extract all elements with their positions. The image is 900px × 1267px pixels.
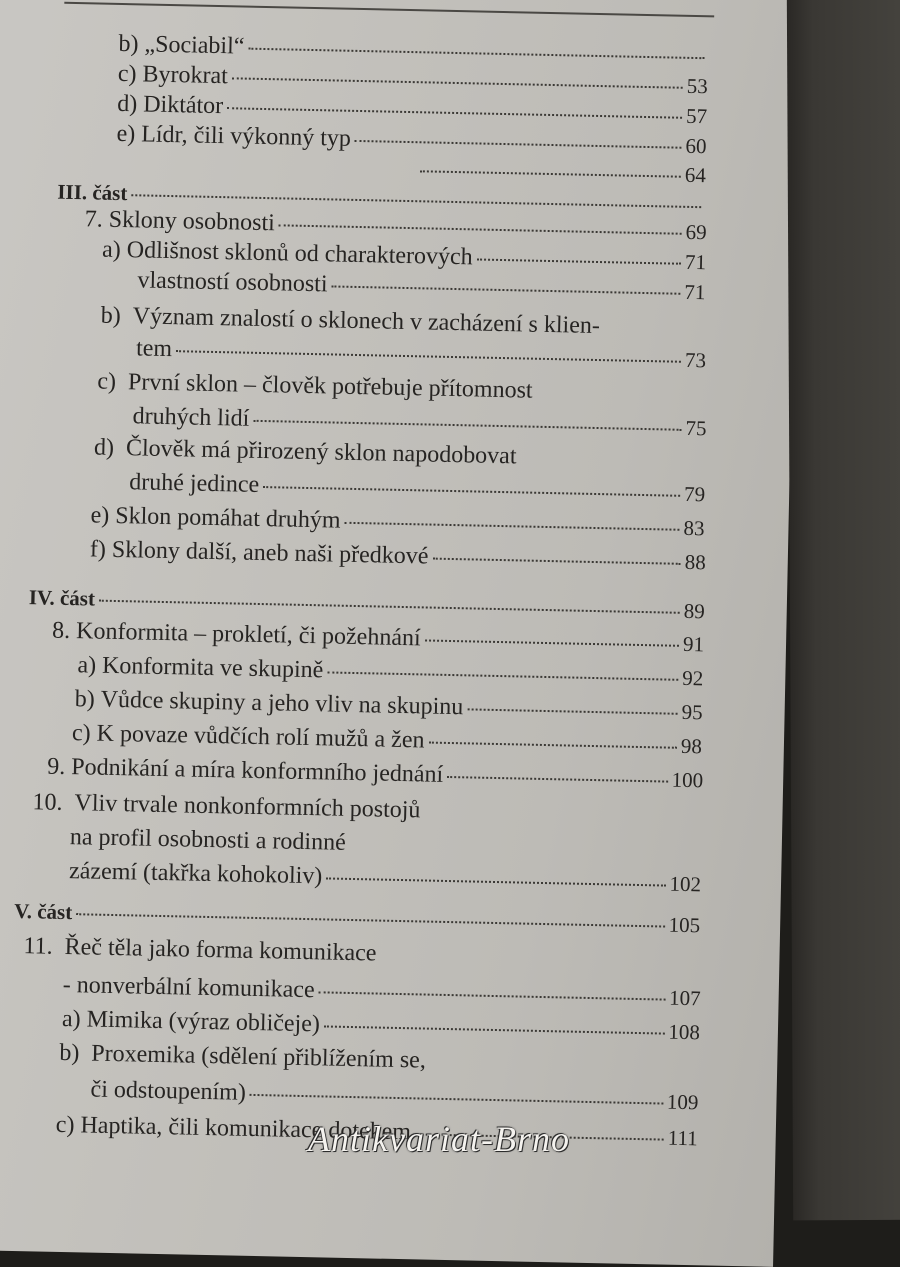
toc-entry-vyznam (100, 303, 600, 340)
toc-entry-clovek (94, 434, 517, 470)
entry-page: 64 (684, 162, 707, 188)
leader-dots (355, 140, 682, 149)
entry-marker: b) (59, 1039, 80, 1067)
entry-page: 57 (685, 103, 708, 129)
toc-entry-prvni-sklon (97, 369, 533, 405)
entry-title: Vůdce skupiny a jeho vliv na skupinu (100, 686, 464, 721)
entry-marker: e) (116, 120, 136, 148)
entry-title: Vliv trvale nonkonformních postojů (74, 790, 421, 824)
toc-entry-vudce-skupiny (74, 686, 702, 726)
entry-title: První sklon – člověk potřebuje přítomnost (127, 369, 533, 404)
toc-entry-k-povaze (72, 720, 702, 760)
toc-entry-clovek-cont (123, 469, 705, 508)
entry-title: Člověk má přirozený sklon napodobovat (125, 435, 517, 470)
entry-title: Sklony další, aneb naši předkové (111, 536, 429, 570)
toc-chapter-10 (32, 789, 420, 824)
entry-marker: d) (116, 90, 138, 118)
leader-dots (99, 600, 680, 614)
toc-entry-sklony-dalsi (90, 536, 706, 576)
leader-dots (319, 991, 666, 1000)
toc-entry-sklon-pomahat (90, 502, 704, 542)
entry-title: Sklony osobnosti (108, 206, 276, 237)
watermark: Antikvariat-Brno (308, 1119, 570, 1159)
entry-title: vlastností osobnosti (137, 267, 328, 298)
page-edge-shadow (787, 0, 900, 1220)
entry-title: Sklon pomáhat druhým (114, 502, 341, 534)
leader-dots (250, 1094, 663, 1105)
entry-page: 75 (685, 415, 707, 441)
toc-entry-continuation (416, 157, 706, 188)
entry-title: Odlišnost sklonů od charakterových (126, 237, 473, 271)
leader-dots (331, 285, 680, 294)
entry-marker: f) (89, 536, 107, 563)
part-title: IV. část (28, 585, 96, 611)
entry-page: 79 (683, 481, 706, 507)
entry-marker: c) (55, 1111, 75, 1139)
entry-marker: c) (97, 368, 117, 395)
leader-dots (324, 1025, 665, 1034)
leader-dots (428, 742, 676, 749)
toc-chapter-10-cont (70, 824, 346, 857)
entry-page: 105 (668, 912, 701, 938)
toc-chapter-8 (52, 618, 704, 659)
entry-title: K povaze vůdčích rolí mužů a žen (96, 720, 425, 754)
toc-entry-vyznam-cont (130, 335, 706, 374)
chapter-number: 7. (84, 206, 104, 233)
chapter-number: 11. (23, 933, 53, 960)
entry-marker: a) (101, 236, 122, 264)
entry-marker: c) (117, 60, 137, 88)
entry-title: na profil osobnosti a rodinné (69, 824, 347, 856)
entry-title: či odstoupením) (90, 1076, 247, 1106)
leader-dots (253, 420, 681, 431)
entry-page: 71 (684, 249, 707, 275)
entry-title: Konformita ve skupině (101, 652, 324, 684)
entry-title: „Sociabil“ (144, 31, 245, 60)
toc-chapter-11-cont (62, 972, 700, 1012)
chapter-number: 9. (47, 753, 66, 780)
leader-dots (232, 77, 683, 88)
entry-page: 102 (669, 871, 702, 897)
chapter-number: 8. (51, 617, 71, 645)
entry-title: Význam znalostí o sklonech v zacházení s klien- (132, 303, 601, 340)
entry-title: druhých lidí (132, 403, 250, 432)
leader-dots (420, 170, 681, 177)
leader-dots (425, 639, 679, 646)
entry-title: - nonverbální komunikace (62, 971, 315, 1004)
entry-marker: c) (71, 720, 91, 747)
toc-entry-konformita-skupine (77, 652, 703, 692)
leader-dots (477, 258, 681, 264)
leader-dots (467, 708, 677, 714)
entry-page: 107 (668, 985, 701, 1011)
entry-title: Proxemika (sdělení přiblížením se, (91, 1040, 427, 1074)
entry-title: Diktátor (142, 91, 224, 120)
entry-title: Haptika, čili komunikace dotekem (80, 1112, 412, 1146)
entry-marker: d) (93, 434, 115, 461)
entry-page: 100 (671, 767, 704, 793)
entry-title: druhé jedince (129, 469, 260, 498)
toc-entry-mimika (62, 1006, 700, 1046)
entry-marker: b) (100, 302, 122, 330)
leader-dots (344, 522, 679, 531)
entry-page: 91 (682, 631, 705, 657)
entry-marker: e) (90, 502, 110, 529)
entry-page: 73 (684, 347, 707, 373)
toc-chapter-11 (23, 933, 376, 967)
entry-page: 60 (685, 133, 707, 159)
entry-title: Konformita – prokletí, či požehnání (75, 618, 421, 652)
leader-dots (131, 194, 701, 208)
entry-page: 98 (680, 733, 703, 759)
entry-marker: b) (74, 686, 96, 713)
chapter-number: 10. (32, 789, 63, 816)
part-title: III. část (57, 179, 128, 206)
leader-dots (176, 350, 681, 363)
entry-marker: a) (61, 1005, 81, 1033)
entry-title: Podnikání a míra konformního jednání (71, 754, 444, 788)
entry-page: 111 (667, 1125, 698, 1151)
leader-dots (432, 558, 680, 565)
entry-title: Byrokrat (142, 61, 229, 90)
header-rule (64, 2, 714, 17)
entry-title: Mimika (výraz obličeje) (86, 1006, 321, 1038)
toc-entry-proxemika (59, 1040, 426, 1075)
entry-page: 109 (666, 1089, 699, 1115)
part-title: V. část (14, 898, 73, 925)
leader-dots (326, 877, 665, 886)
entry-page: 95 (681, 699, 703, 725)
entry-page: 71 (684, 279, 706, 305)
entry-page: 88 (684, 549, 707, 575)
toc-chapter-9 (47, 754, 703, 795)
entry-title: Řeč těla jako forma komunikace (64, 933, 377, 967)
entry-page: 108 (668, 1019, 701, 1045)
toc-part-five (14, 899, 700, 938)
entry-page: 92 (682, 665, 704, 691)
leader-dots (248, 48, 704, 60)
leader-dots (279, 224, 682, 234)
toc-chapter-10-cont2 (69, 858, 701, 898)
leader-dots (447, 776, 668, 783)
entry-title: zázemí (takřka kohokoliv) (68, 858, 323, 890)
entry-marker: b) (118, 30, 139, 58)
leader-dots (263, 486, 680, 497)
leader-dots (227, 107, 682, 119)
entry-page: 83 (683, 515, 705, 541)
toc-entry-proxemika-cont (90, 1077, 698, 1117)
entry-title: tem (135, 335, 173, 363)
entry-page: 69 (685, 219, 707, 245)
leader-dots (76, 913, 664, 927)
entry-title: Lídr, čili výkonný typ (140, 121, 352, 152)
entry-page: 89 (683, 598, 705, 624)
leader-dots (327, 671, 678, 680)
entry-page: 53 (686, 73, 708, 99)
entry-marker: a) (77, 652, 97, 679)
